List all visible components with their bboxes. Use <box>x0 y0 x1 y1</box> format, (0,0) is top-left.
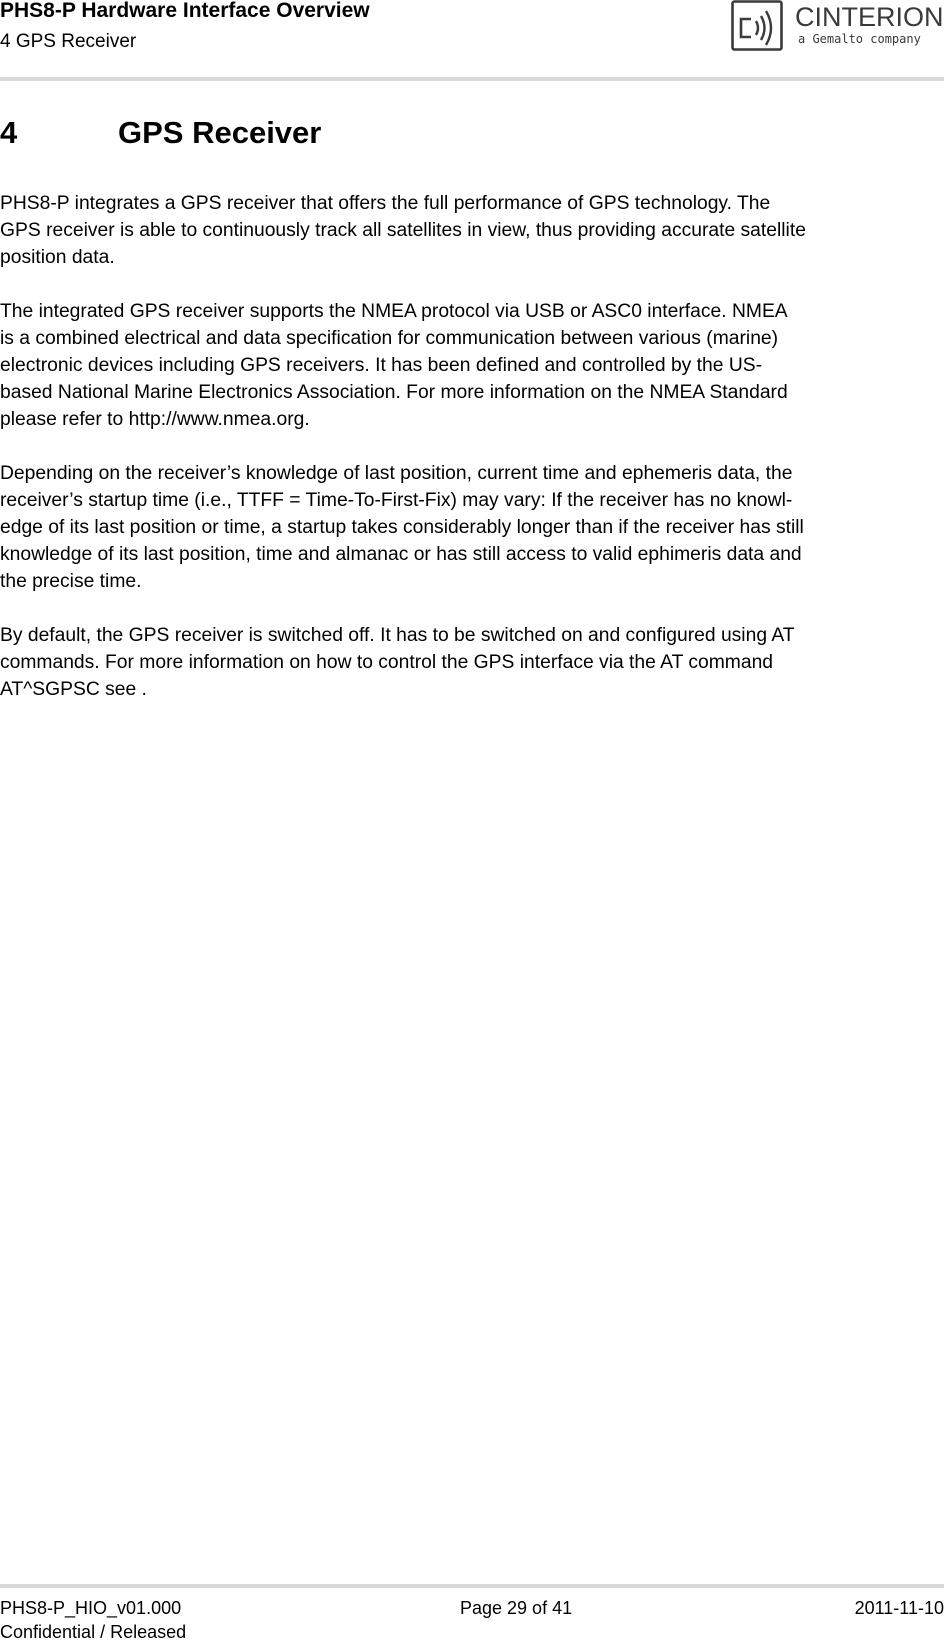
text-line: By default, the GPS receiver is switched off. It has to be switched on and configured using AT <box>0 625 795 646</box>
paragraph <box>0 298 944 433</box>
paragraph <box>0 622 944 703</box>
footer-divider <box>0 1584 944 1588</box>
text-line: please refer to http://www.nmea.org. <box>0 409 310 430</box>
text-line: edge of its last position or time, a startup takes considerably longer than if the receiver has still <box>0 517 804 538</box>
document-title: PHS8-P Hardware Interface Overview <box>0 0 370 22</box>
text-line: position data. <box>0 247 115 268</box>
header-divider <box>0 77 944 81</box>
text-line: The integrated GPS receiver supports the NMEA protocol via USB or ASC0 interface. NMEA <box>0 301 788 322</box>
cinterion-logo-icon <box>731 0 787 54</box>
text-line: AT^SGPSC see . <box>0 679 147 700</box>
footer-date: 2011-11-10 <box>854 1598 944 1618</box>
text-line: knowledge of its last position, time and almanac or has still access to valid ephimeris data and <box>0 544 802 565</box>
text-line: is a combined electrical and data specification for communication between various (marine) <box>0 328 779 349</box>
cinterion-logo <box>731 0 944 54</box>
paragraph <box>0 460 944 595</box>
section-title: GPS Receiver <box>118 115 322 150</box>
text-line: commands. For more information on how to control the GPS interface via the AT command <box>0 652 774 673</box>
text-line: based National Marine Electronics Association. For more information on the NMEA Standard <box>0 382 788 403</box>
text-line: receiver’s startup time (i.e., TTFF = Time-To-First-Fix) may vary: If the receiver has no knowl- <box>0 490 793 511</box>
text-line: Depending on the receiver’s knowledge of last position, current time and ephemeris data, the <box>0 463 793 484</box>
running-section-title: 4 GPS Receiver <box>0 31 137 52</box>
footer-document-id: PHS8-P_HIO_v01.000 <box>0 1598 182 1618</box>
paragraph <box>0 190 944 271</box>
footer-page-number: Page 29 of 41 <box>460 1598 573 1618</box>
section-number: 4 <box>0 115 18 150</box>
text-line: PHS8-P integrates a GPS receiver that offers the full performance of GPS technology. The <box>0 193 771 214</box>
logo-tagline: a Gemalto company <box>798 32 921 46</box>
text-line: GPS receiver is able to continuously track all satellites in view, thus providing accurate satellite <box>0 220 806 241</box>
footer-confidentiality: Confidential / Released <box>0 1622 187 1642</box>
page-header <box>0 0 944 78</box>
body-text <box>0 190 944 730</box>
logo-brand-text: CINTERION <box>795 2 944 32</box>
text-line: electronic devices including GPS receivers. It has been defined and controlled by the US- <box>0 355 763 376</box>
text-line: the precise time. <box>0 571 142 592</box>
